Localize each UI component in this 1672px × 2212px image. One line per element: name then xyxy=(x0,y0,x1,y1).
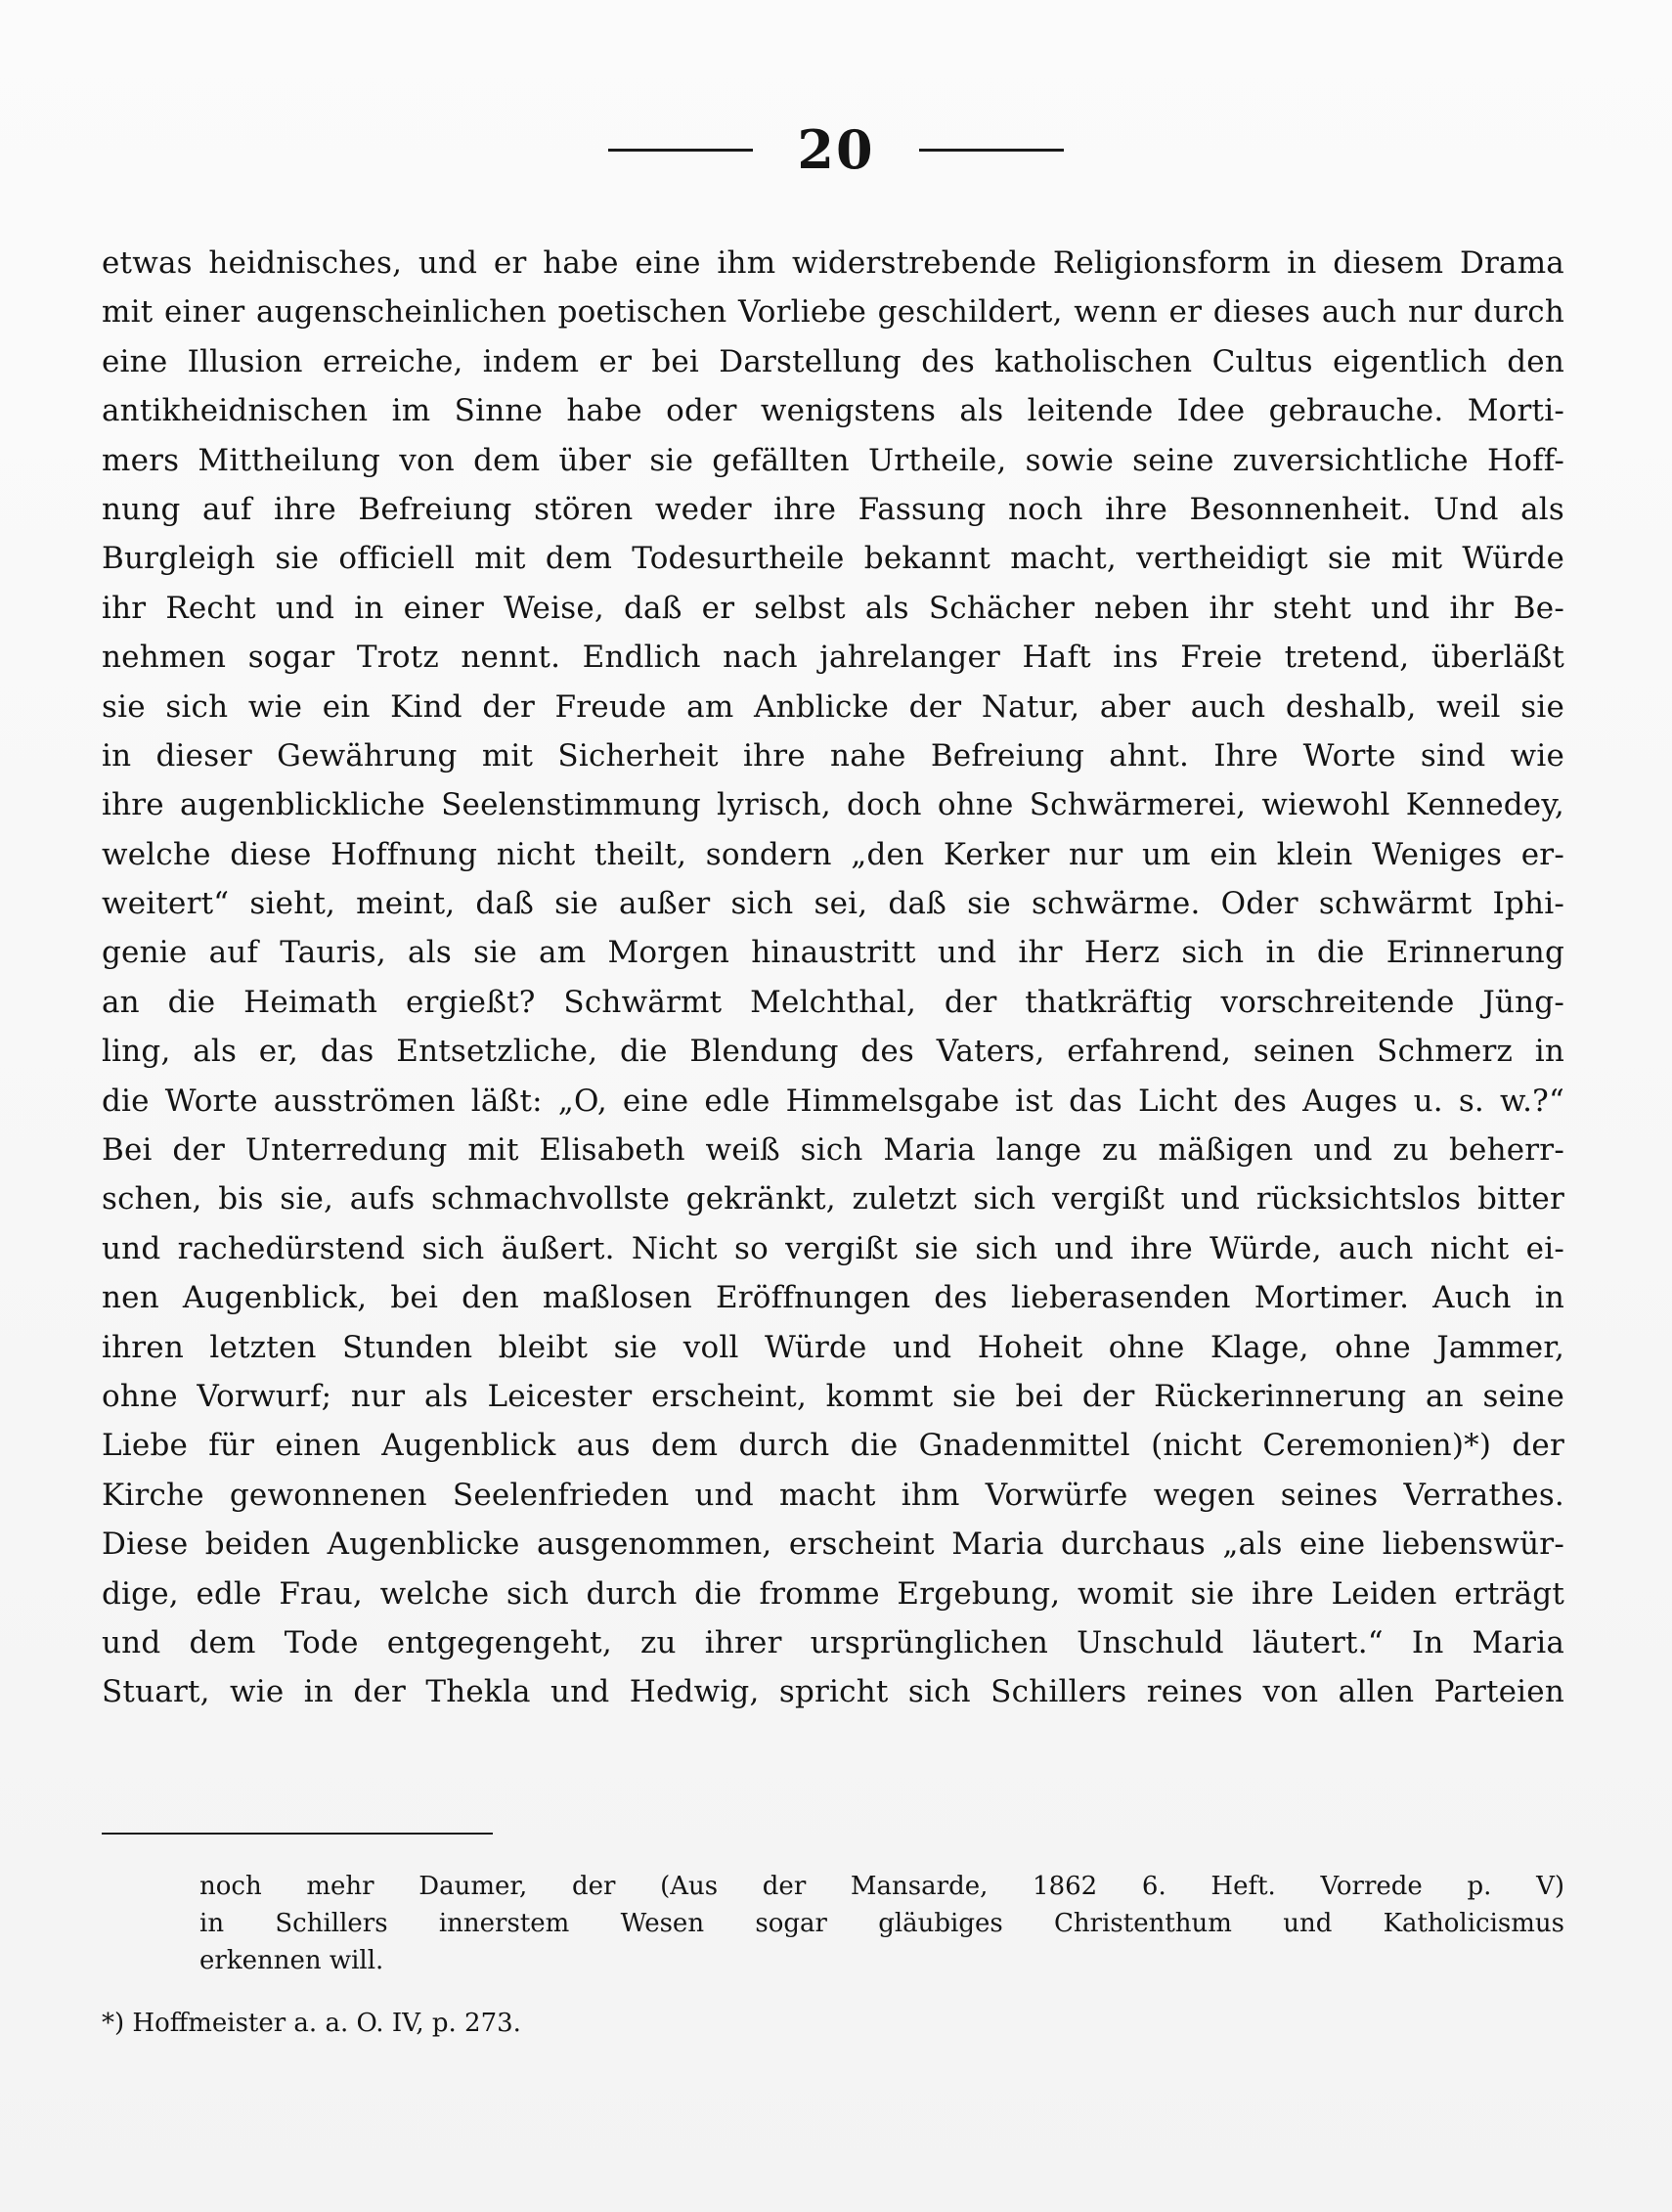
footnote-continuation xyxy=(199,1868,1564,1979)
footnote-separator xyxy=(102,1833,493,1835)
text-line: Diese beiden Augenblicke ausgenommen, erscheint Maria durchaus „als eine liebenswür- xyxy=(102,1526,1564,1563)
text-line: genie auf Tauris, als sie am Morgen hinaustritt und ihr Herz sich in die Erinnerung xyxy=(102,935,1564,971)
text-line: ling, als er, das Entsetzliche, die Blendung des Vaters, erfahrend, seinen Schmerz in xyxy=(102,1034,1564,1070)
text-line: nen Augenblick, bei den maßlosen Eröffnungen des lieberasenden Mortimer. Auch in xyxy=(102,1280,1564,1316)
footnotes xyxy=(102,1868,1564,2042)
header-rule-right xyxy=(919,149,1064,152)
footnote-line: noch mehr Daumer, der (Aus der Mansarde, 1862 6. Heft. Vorrede p. V) xyxy=(199,1872,1564,1901)
text-line: und dem Tode entgegengeht, zu ihrer ursprünglichen Unschuld läutert.“ In Maria xyxy=(102,1624,1564,1660)
text-line: dige, edle Frau, welche sich durch die fromme Ergebung, womit sie ihre Leiden erträgt xyxy=(102,1575,1564,1612)
text-line: in dieser Gewährung mit Sicherheit ihre nahe Befreiung ahnt. Ihre Worte sind wie xyxy=(102,737,1564,774)
footnote-line: erkennen will. xyxy=(199,1946,384,1975)
page-header xyxy=(0,115,1672,184)
main-text xyxy=(102,239,1564,1717)
footnote-line: in Schillers innerstem Wesen sogar gläubiges Christenthum und Katholicismus xyxy=(199,1909,1564,1938)
text-line: ohne Vorwurf; nur als Leicester erscheint, kommt sie bei der Rückerinnerung an seine xyxy=(102,1378,1564,1414)
text-line: Kirche gewonnenen Seelenfrieden und macht ihm Vorwürfe wegen seines Verrathes. xyxy=(102,1477,1564,1513)
text-line: mit einer augenscheinlichen poetischen Vorliebe geschildert, wenn er dieses auch nur durch xyxy=(102,294,1564,331)
text-line: Liebe für einen Augenblick aus dem durch die Gnadenmittel (nicht Ceremonien)*) der xyxy=(102,1428,1564,1464)
text-line: an die Heimath ergießt? Schwärmt Melchthal, der thatkräftig vorschreitende Jüng- xyxy=(102,984,1564,1020)
text-line: antikheidnischen im Sinne habe oder wenigstens als leitende Idee gebrauche. Morti- xyxy=(102,393,1564,429)
text-line: ihre augenblickliche Seelenstimmung lyrisch, doch ohne Schwärmerei, wiewohl Kennedey, xyxy=(102,787,1564,823)
text-line: nung auf ihre Befreiung stören weder ihre Fassung noch ihre Besonnenheit. Und als xyxy=(102,491,1564,527)
text-line: mers Mittheilung von dem über sie gefällten Urtheile, sowie seine zuversichtliche Hoff- xyxy=(102,442,1564,478)
text-line: die Worte ausströmen läßt: „O, eine edle Himmelsgabe ist das Licht des Auges u. s. w.?“ xyxy=(102,1083,1564,1119)
text-line: sie sich wie ein Kind der Freude am Anblicke der Natur, aber auch deshalb, weil sie xyxy=(102,688,1564,725)
text-line: Burgleigh sie officiell mit dem Todesurtheile bekannt macht, vertheidigt sie mit Würde xyxy=(102,541,1564,577)
text-line: ihren letzten Stunden bleibt sie voll Würde und Hoheit ohne Klage, ohne Jammer, xyxy=(102,1329,1564,1365)
header-rule-left xyxy=(608,149,753,152)
text-line: ihr Recht und in einer Weise, daß er selbst als Schächer neben ihr steht und ihr Be- xyxy=(102,590,1564,626)
text-line: etwas heidnisches, und er habe eine ihm widerstrebende Religionsform in diesem Drama xyxy=(102,245,1564,281)
text-line: und rachedürstend sich äußert. Nicht so vergißt sie sich und ihre Würde, auch nicht ei- xyxy=(102,1230,1564,1266)
footnote-star: *) Hoffmeister a. a. O. IV, p. 273. xyxy=(102,2009,521,2038)
text-line: schen, bis sie, aufs schmachvollste gekränkt, zuletzt sich vergißt und rücksichtslos bitter xyxy=(102,1181,1564,1217)
text-line: Bei der Unterredung mit Elisabeth weiß sich Maria lange zu mäßigen und zu beherr- xyxy=(102,1132,1564,1169)
text-line: eine Illusion erreiche, indem er bei Darstellung des katholischen Cultus eigentlich den xyxy=(102,343,1564,379)
page-number: 20 xyxy=(797,118,875,181)
text-line: weitert“ sieht, meint, daß sie außer sich sei, daß sie schwärme. Oder schwärmt Iphi- xyxy=(102,886,1564,922)
text-line: Stuart, wie in der Thekla und Hedwig, spricht sich Schillers reines von allen Parteien xyxy=(102,1674,1564,1710)
text-line: nehmen sogar Trotz nennt. Endlich nach jahrelanger Haft ins Freie tretend, überläßt xyxy=(102,640,1564,676)
text-line: welche diese Hoffnung nicht theilt, sondern „den Kerker nur um ein klein Weniges er- xyxy=(102,836,1564,872)
